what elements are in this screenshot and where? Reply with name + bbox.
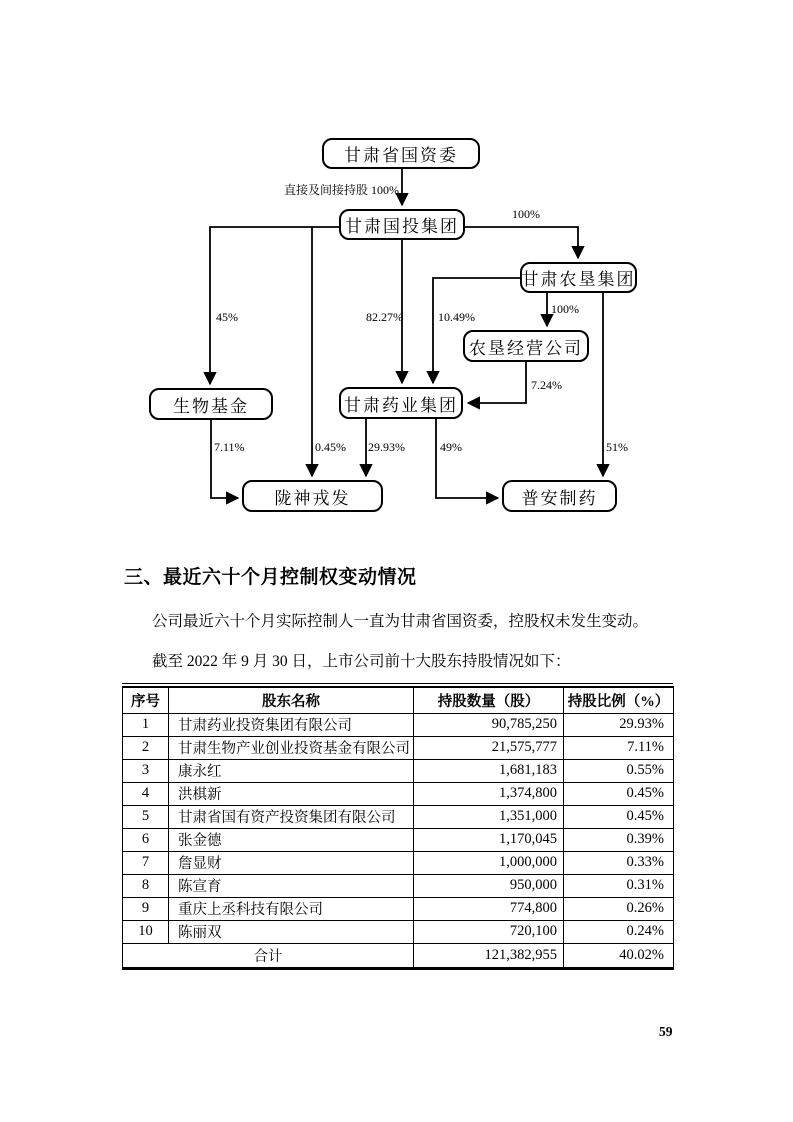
section-heading: 三、最近六十个月控制权变动情况 bbox=[124, 567, 417, 588]
paragraph-control-unchanged: 公司最近六十个月实际控制人一直为甘肃省国资委，控股权未发生变动。 bbox=[152, 613, 649, 630]
table-header-row bbox=[123, 687, 674, 713]
cell-shares: 1,000,000 bbox=[414, 851, 564, 874]
diagram-connectors bbox=[0, 0, 793, 540]
table-row bbox=[123, 920, 674, 943]
cell-total-label: 合计 bbox=[123, 943, 414, 968]
node-puan-pharma: 普安制药 bbox=[502, 480, 617, 512]
cell-index: 5 bbox=[123, 805, 169, 828]
table-row bbox=[123, 828, 674, 851]
cell-shares: 1,374,800 bbox=[414, 782, 564, 805]
edge-label-direct-indirect-100: 直接及间接持股 100% bbox=[284, 183, 399, 197]
header-shareholder-name: 股东名称 bbox=[169, 687, 414, 713]
cell-ratio: 0.45% bbox=[564, 782, 674, 805]
cell-shareholder-name: 陈宣育 bbox=[169, 874, 414, 897]
cell-shareholder-name: 重庆上丞科技有限公司 bbox=[169, 897, 414, 920]
edge-label-49: 49% bbox=[440, 440, 462, 454]
edge-label-29-93: 29.93% bbox=[368, 440, 405, 454]
cell-ratio: 0.26% bbox=[564, 897, 674, 920]
cell-shares: 21,575,777 bbox=[414, 736, 564, 759]
edge-label-51: 51% bbox=[606, 440, 628, 454]
edge-label-82-27: 82.27% bbox=[366, 310, 403, 324]
cell-shares: 774,800 bbox=[414, 897, 564, 920]
node-gansu-guotou-group: 甘肃国投集团 bbox=[339, 209, 465, 240]
header-share-ratio: 持股比例（%） bbox=[564, 687, 674, 713]
cell-shareholder-name: 洪棋新 bbox=[169, 782, 414, 805]
table-row bbox=[123, 736, 674, 759]
equity-structure-diagram bbox=[0, 0, 793, 540]
table-row bbox=[123, 874, 674, 897]
cell-index: 10 bbox=[123, 920, 169, 943]
table-row bbox=[123, 851, 674, 874]
header-index: 序号 bbox=[123, 687, 169, 713]
cell-ratio: 0.39% bbox=[564, 828, 674, 851]
table-row bbox=[123, 897, 674, 920]
node-biology-fund: 生物基金 bbox=[149, 388, 273, 420]
cell-shareholder-name: 甘肃生物产业创业投资基金有限公司 bbox=[169, 736, 414, 759]
cell-ratio: 0.33% bbox=[564, 851, 674, 874]
edge-label-10-49: 10.49% bbox=[438, 310, 475, 324]
table-row bbox=[123, 713, 674, 736]
edge-label-nongken-jingying-100: 100% bbox=[551, 302, 579, 316]
cell-ratio: 29.93% bbox=[564, 713, 674, 736]
cell-index: 3 bbox=[123, 759, 169, 782]
cell-shares: 720,100 bbox=[414, 920, 564, 943]
cell-index: 4 bbox=[123, 782, 169, 805]
cell-index: 7 bbox=[123, 851, 169, 874]
cell-shares: 1,681,183 bbox=[414, 759, 564, 782]
cell-shareholder-name: 张金德 bbox=[169, 828, 414, 851]
cell-total-ratio: 40.02% bbox=[564, 943, 674, 968]
node-longshen-rongfa: 陇神戎发 bbox=[242, 480, 383, 512]
edge-label-0-45: 0.45% bbox=[315, 440, 346, 454]
cell-index: 2 bbox=[123, 736, 169, 759]
node-gansu-sasac: 甘肃省国资委 bbox=[322, 138, 480, 169]
table-total-row bbox=[123, 943, 674, 968]
node-gansu-pharma-group: 甘肃药业集团 bbox=[339, 387, 463, 419]
node-nongken-jingying-company: 农垦经营公司 bbox=[463, 330, 589, 362]
cell-index: 8 bbox=[123, 874, 169, 897]
cell-ratio: 7.11% bbox=[564, 736, 674, 759]
cell-total-shares: 121,382,955 bbox=[414, 943, 564, 968]
edge-label-guotou-nongken-100: 100% bbox=[512, 207, 540, 221]
cell-index: 1 bbox=[123, 713, 169, 736]
cell-shareholder-name: 康永红 bbox=[169, 759, 414, 782]
cell-shareholder-name: 甘肃省国有资产投资集团有限公司 bbox=[169, 805, 414, 828]
edge-label-7-24: 7.24% bbox=[531, 378, 562, 392]
cell-ratio: 0.55% bbox=[564, 759, 674, 782]
node-gansu-nongken-group: 甘肃农垦集团 bbox=[520, 262, 637, 293]
cell-shareholder-name: 詹显财 bbox=[169, 851, 414, 874]
cell-shareholder-name: 陈丽双 bbox=[169, 920, 414, 943]
cell-shares: 1,351,000 bbox=[414, 805, 564, 828]
cell-shares: 90,785,250 bbox=[414, 713, 564, 736]
table-row bbox=[123, 782, 674, 805]
cell-shares: 950,000 bbox=[414, 874, 564, 897]
edge-label-7-11: 7.11% bbox=[214, 440, 245, 454]
top-ten-shareholders-table bbox=[122, 683, 673, 970]
paragraph-top-shareholders-intro: 截至 2022 年 9 月 30 日，上市公司前十大股东持股情况如下： bbox=[152, 653, 571, 670]
table-row bbox=[123, 759, 674, 782]
header-shares-held: 持股数量（股） bbox=[414, 687, 564, 713]
cell-ratio: 0.24% bbox=[564, 920, 674, 943]
cell-index: 6 bbox=[123, 828, 169, 851]
cell-shareholder-name: 甘肃药业投资集团有限公司 bbox=[169, 713, 414, 736]
cell-index: 9 bbox=[123, 897, 169, 920]
cell-ratio: 0.31% bbox=[564, 874, 674, 897]
edge-label-45: 45% bbox=[216, 310, 238, 324]
cell-shares: 1,170,045 bbox=[414, 828, 564, 851]
table-row bbox=[123, 805, 674, 828]
cell-ratio: 0.45% bbox=[564, 805, 674, 828]
page-number: 59 bbox=[659, 1024, 673, 1039]
